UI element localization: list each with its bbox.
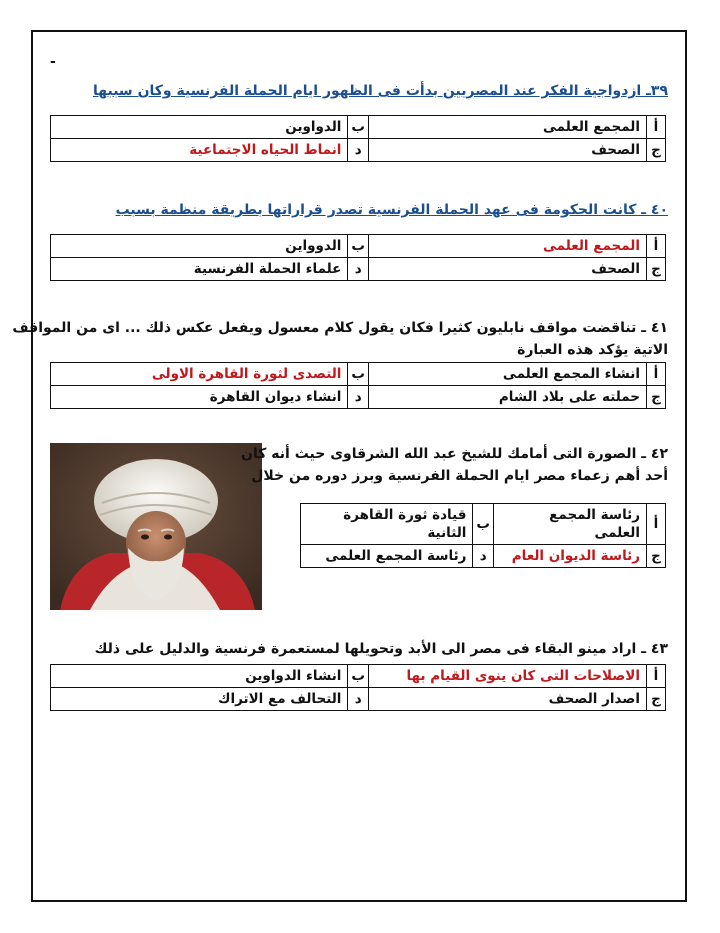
question-40-title: ٤٠ ـ كانت الحكومة فى عهد الحملة الفرنسية تصدر قراراتها بطريقة منظمة بسبب <box>115 202 668 218</box>
option-c[interactable]: الصحف <box>369 258 647 281</box>
question-39-options <box>50 115 666 162</box>
question-43-options <box>50 664 666 711</box>
question-39-title: ٣٩ـ ازدواجية الفكر عند المصريين بدأت فى الظهور ايام الحملة الفرنسية وكان سببها <box>93 83 668 99</box>
question-41-options <box>50 362 666 409</box>
option-letter: د <box>348 258 369 281</box>
portrait-image <box>50 443 262 610</box>
option-letter: ب <box>348 363 369 386</box>
option-d[interactable]: انشاء ديوان القاهرة <box>51 386 348 409</box>
option-c[interactable]: اصدار الصحف <box>369 688 647 711</box>
question-43-title: ٤٣ ـ اراد مينو البقاء فى مصر الى الأبد وتحويلها لمستعمرة فرنسية والدليل على ذلك <box>94 641 668 657</box>
question-42-title-line1: ٤٢ ـ الصورة التى أمامك للشيخ عبد الله الشرقاوى حيث أنه كان <box>241 446 668 462</box>
option-b[interactable]: قيادة ثورة القاهرة الثانية <box>301 504 473 545</box>
question-41-title-line1: ٤١ ـ تناقضت مواقف نابليون كثيرا فكان يقول كلام معسول ويفعل عكس ذلك ... اى من المواقف <box>12 320 668 336</box>
option-letter: ج <box>647 688 666 711</box>
question-42-options <box>300 503 666 568</box>
option-b[interactable]: التصدى لثورة القاهرة الاولى <box>51 363 348 386</box>
option-a[interactable]: المجمع العلمى <box>369 235 647 258</box>
option-a[interactable]: رئاسة المجمع العلمى <box>494 504 647 545</box>
option-letter: د <box>348 139 369 162</box>
option-c[interactable]: حملته على بلاد الشام <box>369 386 647 409</box>
option-letter: ب <box>348 116 369 139</box>
option-a[interactable]: الاصلاحات التى كان ينوى القيام بها <box>369 665 647 688</box>
option-letter: أ <box>647 665 666 688</box>
page-mark: - <box>50 54 56 70</box>
question-43 <box>95 638 668 660</box>
option-letter: أ <box>647 363 666 386</box>
option-letter: د <box>348 688 369 711</box>
option-letter: ج <box>647 139 666 162</box>
question-42 <box>241 443 668 487</box>
question-41 <box>12 317 668 361</box>
option-letter: ب <box>473 504 494 545</box>
option-b[interactable]: انشاء الدواوين <box>51 665 348 688</box>
option-d[interactable]: التحالف مع الاتراك <box>51 688 348 711</box>
option-d[interactable]: انماط الحياه الاجتماعية <box>51 139 348 162</box>
option-b[interactable]: الدواوين <box>51 116 348 139</box>
question-39 <box>93 80 668 102</box>
option-a[interactable]: المجمع العلمى <box>369 116 647 139</box>
question-40 <box>116 199 668 221</box>
option-b[interactable]: الدوواين <box>51 235 348 258</box>
option-letter: ج <box>647 258 666 281</box>
question-40-options <box>50 234 666 281</box>
option-letter: د <box>473 545 494 568</box>
option-letter: أ <box>647 504 666 545</box>
option-letter: ج <box>647 545 666 568</box>
option-letter: ب <box>348 235 369 258</box>
option-letter: ب <box>348 665 369 688</box>
option-letter: ج <box>647 386 666 409</box>
option-c[interactable]: الصحف <box>369 139 647 162</box>
option-d[interactable]: رئاسة المجمع العلمى <box>301 545 473 568</box>
option-letter: أ <box>647 116 666 139</box>
question-42-title-line2: أحد أهم زعماء مصر ايام الحملة الفرنسية وبرز دوره من خلال <box>251 468 668 484</box>
option-c[interactable]: رئاسة الديوان العام <box>494 545 647 568</box>
question-41-title-line2: الاتية يؤكد هذه العبارة <box>517 342 668 358</box>
option-letter: د <box>348 386 369 409</box>
option-a[interactable]: انشاء المجمع العلمى <box>369 363 647 386</box>
option-d[interactable]: علماء الحملة الفرنسية <box>51 258 348 281</box>
option-letter: أ <box>647 235 666 258</box>
